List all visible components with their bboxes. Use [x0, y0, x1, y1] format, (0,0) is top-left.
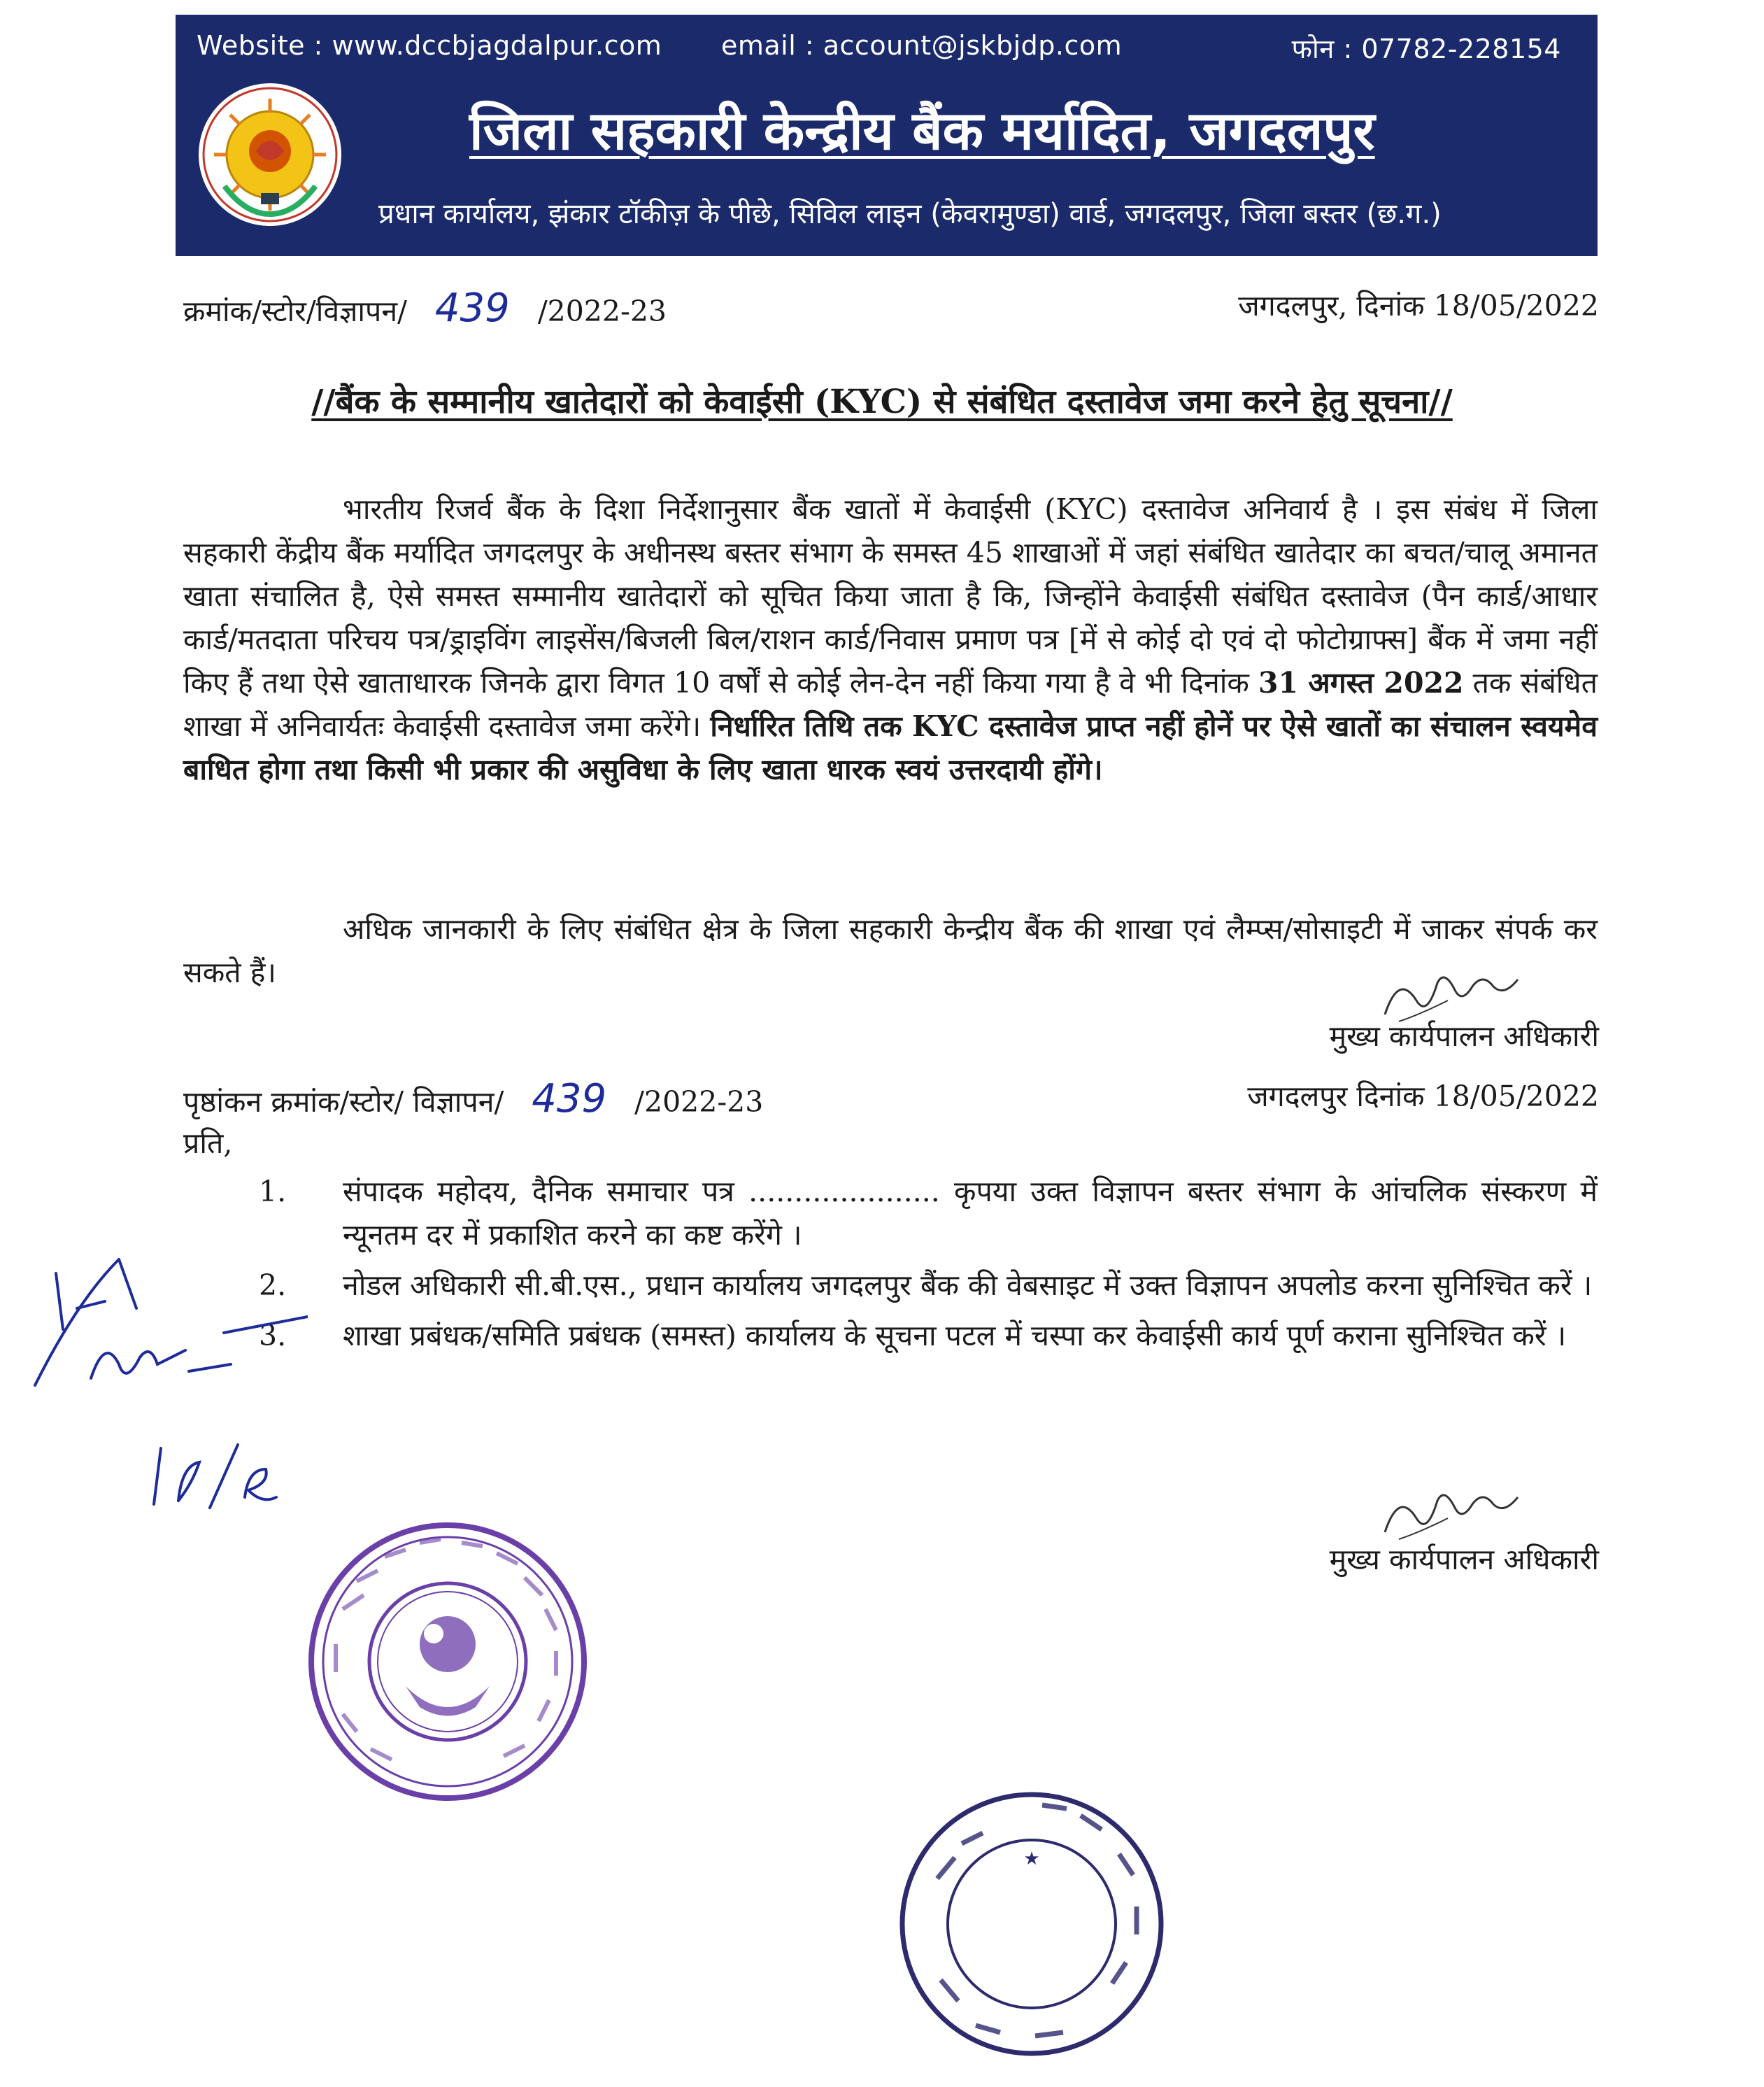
- endorsement-place-date: जगदलपुर दिनांक 18/05/2022: [1247, 1080, 1599, 1113]
- round-stamp-icon: [895, 1788, 1168, 2060]
- handwritten-note-icon: [14, 1231, 308, 1525]
- recipient-text: संपादक महोदय, दैनिक समाचार पत्र ..................... कृपया उक्त विज्ञापन बस्तर संभाग के आंचलिक संस्करण में न्यूनतम दर में प्रकाशित करने का कष्ट करेंगे ।: [343, 1175, 1598, 1252]
- recipient-item: [183, 1264, 1598, 1307]
- deadline-date: 31 अगस्त 2022: [1258, 666, 1464, 700]
- reference-number: 439: [434, 285, 510, 331]
- recipient-number: 2.: [259, 1268, 287, 1302]
- recipients-heading: प्रति,: [183, 1126, 233, 1160]
- endorsement-number-line: [183, 1076, 763, 1122]
- endorsement-suffix: /2022-23: [634, 1085, 764, 1119]
- svg-text:★: ★: [1023, 1848, 1040, 1869]
- header-phone: फोन : 07782-228154: [1291, 34, 1561, 64]
- endorsement-prefix: पृष्ठांकन क्रमांक/स्टोर/ विज्ञापन/: [183, 1085, 504, 1119]
- bank-emblem-icon: [197, 81, 343, 228]
- bank-name: जिला सहकारी केन्द्रीय बैंक मर्यादित, जगदलपुर: [469, 99, 1375, 162]
- official-round-seal-icon: [301, 1518, 595, 1805]
- recipient-number: 1.: [259, 1175, 287, 1208]
- header-email[interactable]: email : account@jskbjdp.com: [721, 30, 1123, 61]
- recipient-item: [183, 1314, 1598, 1357]
- signatory-title-2: मुख्य कार्यपालन अधिकारी: [1329, 1543, 1599, 1576]
- recipient-text: नोडल अधिकारी सी.बी.एस., प्रधान कार्यालय जगदलपुर बैंक की वेबसाइट में उक्त विज्ञापन अपलोड करना सुनिश्चित करें ।: [343, 1268, 1593, 1302]
- endorsement-number: 439: [532, 1076, 607, 1122]
- body-paragraph-1-part-b: तक संबंधित शाखा में अनिवार्यतः केवाईसी दस्तावेज जमा करेंगे।: [183, 666, 1598, 743]
- body-paragraph-1-warning: निर्धारित तिथि तक KYC दस्तावेज प्राप्त नहीं होनें पर ऐसे खातों का संचालन स्वयमेव बाधित होगा तथा किसी भी प्रकार की असुविधा के लिए खाता धारक स्वयं उत्तरदायी होंगे।: [183, 709, 1598, 786]
- reference-prefix: क्रमांक/स्टोर/विज्ञापन/: [183, 295, 407, 328]
- header-website[interactable]: Website : www.dccbjagdalpur.com: [197, 30, 662, 61]
- notice-subject-text: //बैंक के सम्मानीय खातेदारों को केवाईसी (KYC) से संबंधित दस्तावेज जमा करने हेतु सूचना//: [311, 383, 1453, 421]
- recipient-list: [183, 1170, 1598, 1364]
- body-paragraph-2: अधिक जानकारी के लिए संबंधित क्षेत्र के जिला सहकारी केन्द्रीय बैंक की शाखा एवं लैम्प्स/सोसाइटी में जाकर संपर्क कर सकते हैं।: [183, 912, 1598, 989]
- recipient-text: शाखा प्रबंधक/समिति प्रबंधक (समस्त) कार्यालय के सूचना पटल में चस्पा कर केवाईसी कार्य पूर्ण कराना सुनिश्चित करें ।: [343, 1319, 1567, 1352]
- reference-suffix: /2022-23: [537, 295, 667, 328]
- signatory-title-1: मुख्य कार्यपालन अधिकारी: [1329, 1019, 1599, 1053]
- letterhead: [176, 15, 1598, 256]
- reference-number-line: [183, 285, 667, 331]
- recipient-number: 3.: [259, 1319, 287, 1352]
- bank-address: प्रधान कार्यालय, झंकार टॉकीज़ के पीछे, सिविल लाइन (केवरामुण्डा) वार्ड, जगदलपुर, जिला बस्तर (छ.ग.): [378, 198, 1442, 230]
- body-paragraph-1: [183, 488, 1598, 791]
- reference-place-date: जगदलपुर, दिनांक 18/05/2022: [1238, 289, 1599, 323]
- notice-subject: [0, 378, 1764, 423]
- body-paragraph-1-part-a: भारतीय रिजर्व बैंक के दिशा निर्देशानुसार बैंक खातों में केवाईसी (KYC) दस्तावेज अनिवार्य है । इस संबंध में जिला सहकारी केंद्रीय बैंक मर्यादित जगदलपुर के अधीनस्थ बस्तर संभाग के समस्त 45 शाखाओं में जहां संबंधित खातेदार का बचत/चालू अमानत खाता संचालित है, ऐसे समस्त सम्मानीय खातेदारों को सूचित किया जाता है कि, जिन्होंने केवाईसी संबंधित दस्तावेज (पैन कार्ड/आधार कार्ड/मतदाता परिचय पत्र/ड्राइविंग लाइसेंस/बिजली बिल/राशन कार्ड/निवास प्रमाण पत्र [में से कोई दो एवं दो फोटोग्राफ्स] बैंक में जमा नहीं किए हैं तथा ऐसे खाताधारक जिनके द्वारा विगत 10 वर्षों से कोई लेन-देन नहीं किया गया है वे भी दिनांक: [183, 493, 1598, 700]
- recipient-item: [183, 1170, 1598, 1257]
